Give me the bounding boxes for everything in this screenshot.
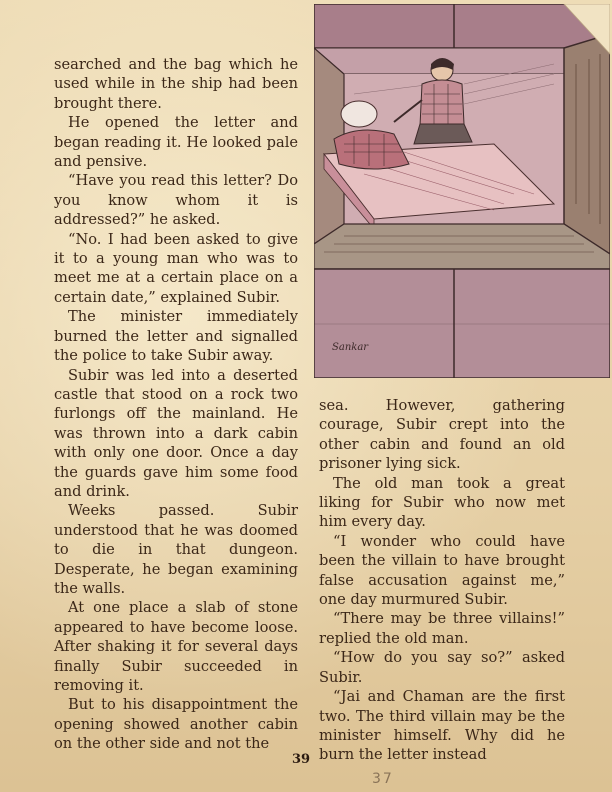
left-paragraph-8: At one place a slab of stone appeared to have become loose. After shaking it for several days finally Subir succeeded in removing it.: [54, 599, 298, 694]
page-number: 39: [292, 752, 311, 767]
left-paragraph-3: “Have you read this letter? Do you know whom it is addressed?” he asked.: [54, 172, 298, 229]
left-text-column: [54, 55, 298, 754]
left-paragraph-1: searched and the bag which he used while in the ship had been brought there.: [54, 56, 298, 112]
right-paragraph-4: “There may be three villains!” replied the old man.: [319, 610, 565, 647]
left-paragraph-6: Subir was led into a deserted castle that stood on a rock two furlongs off the mainland. He was thrown into a dark cabin with only one door. Once a day the guards gave him some food and drink.: [54, 366, 298, 500]
right-text-column: [319, 396, 565, 765]
left-paragraph-7: Weeks passed. Subir understood that he was doomed to die in that dungeon. Desperate, he began examining the walls.: [54, 502, 298, 597]
stamp-number: 37: [372, 771, 394, 787]
left-paragraph-9: But to his disappointment the opening showed another cabin on the other side and not the: [54, 696, 298, 753]
left-paragraph-4: “No. I had been asked to give it to a young man who was to meet me at a certain place on a certain date,” explained Subir.: [54, 230, 298, 306]
illustration-prison-cell: [314, 4, 610, 378]
right-paragraph-2: The old man took a great liking for Subir who now met him every day.: [319, 474, 565, 531]
illustration-signature: Sankar: [332, 342, 369, 353]
right-paragraph-3: “I wonder who could have been the villain to have brought false accusation against me,” one day murmured Subir.: [319, 532, 565, 609]
right-paragraph-5: “How do you say so?” asked Subir.: [319, 649, 565, 686]
right-paragraph-1: sea. However, gathering courage, Subir crept into the other cabin and found an old prisoner lying sick.: [319, 397, 565, 473]
left-paragraph-2: He opened the letter and began reading it. He looked pale and pensive.: [54, 114, 298, 171]
left-paragraph-5: The minister immediately burned the letter and signalled the police to take Subir away.: [54, 308, 298, 365]
right-paragraph-6: “Jai and Chaman are the first two. The third villain may be the minister himself. Why did he burn the letter instead: [319, 688, 565, 764]
